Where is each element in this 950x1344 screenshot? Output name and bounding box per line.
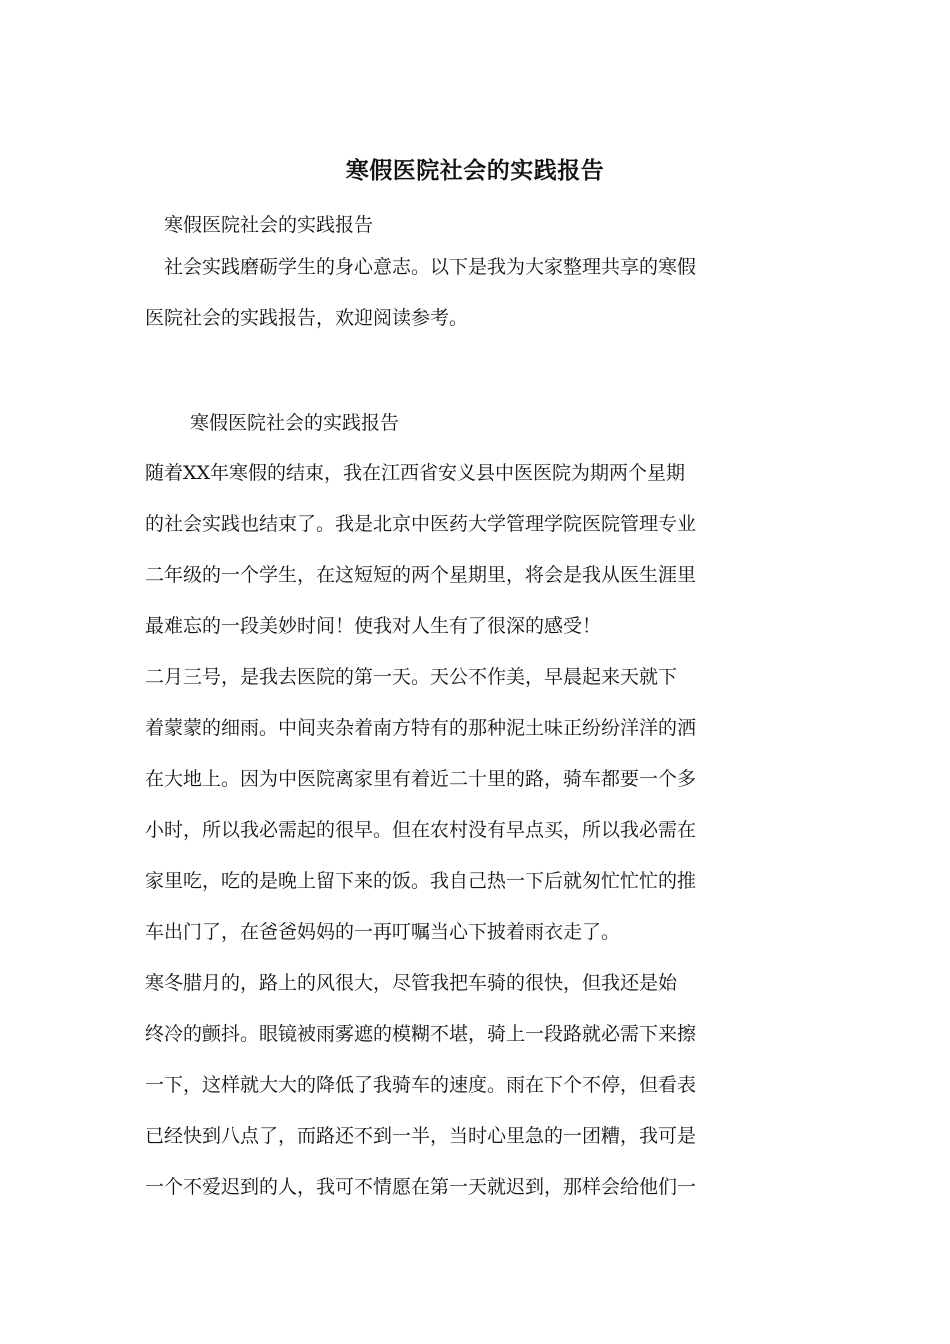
- paragraph-line: 最难忘的一段美妙时间！使我对人生有了很深的感受！: [145, 615, 602, 637]
- intro-line: 社会实践磨砺学生的身心意志。以下是我为大家整理共享的寒假: [145, 256, 697, 278]
- paragraph-3: [145, 958, 805, 1213]
- section-heading: 寒假医院社会的实践报告: [190, 412, 400, 434]
- paragraph-line: 二年级的一个学生，在这短短的两个星期里，将会是我从医生涯里: [145, 564, 697, 586]
- paragraph-1: [145, 448, 805, 652]
- paragraph-line: 在大地上。因为中医院离家里有着近二十里的路，骑车都要一个多: [145, 768, 697, 790]
- document-subtitle: 寒假医院社会的实践报告: [164, 214, 374, 236]
- paragraph-line: 随着XX年寒假的结束，我在江西省安义县中医医院为期两个星期: [145, 462, 686, 484]
- paragraph-2: [145, 652, 805, 958]
- intro-paragraph: [145, 242, 805, 344]
- paragraph-line: 二月三号，是我去医院的第一天。天公不作美，早晨起来天就下: [145, 666, 678, 688]
- paragraph-line: 一下，这样就大大的降低了我骑车的速度。雨在下个不停，但看表: [145, 1074, 697, 1096]
- paragraph-line: 的社会实践也结束了。我是北京中医药大学管理学院医院管理专业: [145, 513, 697, 535]
- paragraph-line: 终冷的颤抖。眼镜被雨雾遮的模糊不堪，骑上一段路就必需下来擦: [145, 1023, 697, 1045]
- paragraph-line: 着蒙蒙的细雨。中间夹杂着南方特有的那种泥土味正纷纷洋洋的洒: [145, 717, 697, 739]
- paragraph-line: 小时，所以我必需起的很早。但在农村没有早点买，所以我必需在: [145, 819, 697, 841]
- paragraph-line: 寒冬腊月的，路上的风很大，尽管我把车骑的很快，但我还是始: [145, 972, 678, 994]
- paragraph-line: 家里吃，吃的是晚上留下来的饭。我自己热一下后就匆忙忙忙的推: [145, 870, 697, 892]
- intro-line: 医院社会的实践报告，欢迎阅读参考。: [145, 307, 469, 329]
- document-title: 寒假医院社会的实践报告: [345, 157, 605, 184]
- paragraph-line: 一个不爱迟到的人，我可不情愿在第一天就迟到，那样会给他们一: [145, 1176, 697, 1198]
- paragraph-line: 车出门了，在爸爸妈妈的一再叮嘱当心下披着雨衣走了。: [145, 921, 621, 943]
- paragraph-line: 已经快到八点了，而路还不到一半，当时心里急的一团糟，我可是: [145, 1125, 697, 1147]
